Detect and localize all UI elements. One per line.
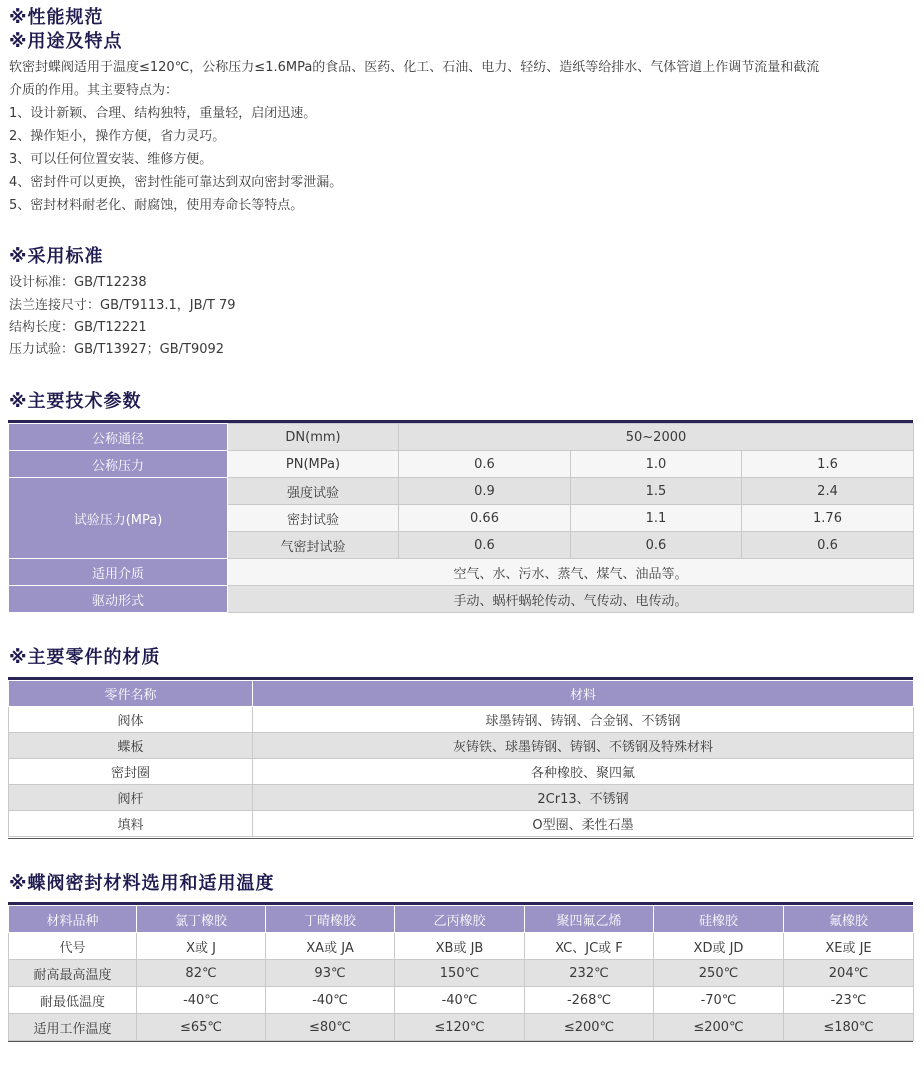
column-header: 氟橡胶 <box>784 906 914 933</box>
table-row <box>9 586 914 613</box>
row-label: 驱动形式 <box>9 586 228 613</box>
table-cell: ≤180℃ <box>784 1014 914 1041</box>
row-label: 适用介质 <box>9 559 228 586</box>
materials-table <box>8 680 914 837</box>
table-cell: 0.6 <box>742 532 914 559</box>
table-row <box>9 559 914 586</box>
column-header: 材料 <box>253 681 914 707</box>
usage-point: 3、可以任何位置安装、维修方便。 <box>9 152 213 167</box>
column-header: 乙丙橡胶 <box>395 906 525 933</box>
table-cell: -23℃ <box>784 987 914 1014</box>
table-cell: 1.0 <box>571 451 742 478</box>
table-cell: 2Cr13、不锈钢 <box>253 785 914 811</box>
table-cell: X或 J <box>137 933 266 960</box>
seal-materials-table <box>8 905 914 1041</box>
table-row <box>9 733 914 759</box>
table-bottom-rule <box>8 838 913 839</box>
table-cell: XC、JC或 F <box>525 933 654 960</box>
table-cell: 阀杆 <box>9 785 253 811</box>
table-cell: 阀体 <box>9 707 253 733</box>
column-header: 氯丁橡胶 <box>137 906 266 933</box>
table-cell: 250℃ <box>654 960 784 987</box>
table-cell: 耐高最高温度 <box>9 960 137 987</box>
table-cell: 93℃ <box>266 960 395 987</box>
column-header: 聚四氟乙烯 <box>525 906 654 933</box>
table-cell: -268℃ <box>525 987 654 1014</box>
table-cell: XA或 JA <box>266 933 395 960</box>
section-title-standards: ※采用标准 <box>9 246 104 267</box>
section-title-materials: ※主要零件的材质 <box>9 647 161 668</box>
table-header-row <box>9 906 914 933</box>
table-cell: ≤200℃ <box>654 1014 784 1041</box>
table-cell: 手动、蜗杆蜗轮传动、气传动、电传动。 <box>228 586 914 613</box>
column-header: 材料品种 <box>9 906 137 933</box>
table-cell: 气密封试验 <box>228 532 399 559</box>
table-cell: XB或 JB <box>395 933 525 960</box>
table-row <box>9 451 914 478</box>
table-cell: ≤200℃ <box>525 1014 654 1041</box>
table-row <box>9 933 914 960</box>
table-cell: 空气、水、污水、蒸气、煤气、油品等。 <box>228 559 914 586</box>
tech-params-table <box>8 423 914 613</box>
table-cell: 2.4 <box>742 478 914 505</box>
usage-paragraph-line1: 软密封蝶阀适用于温度≤120℃，公称压力≤1.6MPa的食品、医药、化工、石油、电力、轻纺、造纸等给排水、气体管道上作调节流量和截流 <box>9 60 820 75</box>
table-cell: 0.9 <box>399 478 571 505</box>
table-row <box>9 759 914 785</box>
table-cell: 204℃ <box>784 960 914 987</box>
column-header: 硅橡胶 <box>654 906 784 933</box>
table-row <box>9 707 914 733</box>
table-cell: 耐最低温度 <box>9 987 137 1014</box>
standard-item: 压力试验：GB/T13927；GB/T9092 <box>9 342 225 357</box>
table-cell: 1.6 <box>742 451 914 478</box>
table-cell: 蝶板 <box>9 733 253 759</box>
table-cell: DN(mm) <box>228 424 399 451</box>
row-label: 公称压力 <box>9 451 228 478</box>
table-cell: XE或 JE <box>784 933 914 960</box>
table-row <box>9 785 914 811</box>
column-header: 丁晴橡胶 <box>266 906 395 933</box>
section-title-seal-materials: ※蝶阀密封材料选用和适用温度 <box>9 873 275 894</box>
table-cell: 适用工作温度 <box>9 1014 137 1041</box>
table-cell: O型圈、柔性石墨 <box>253 811 914 837</box>
table-cell: PN(MPa) <box>228 451 399 478</box>
table-cell: 0.6 <box>399 532 571 559</box>
usage-point: 2、操作矩小，操作方便，省力灵巧。 <box>9 129 226 144</box>
table-header-row <box>9 681 914 707</box>
usage-paragraph-line2: 介质的作用。其主要特点为： <box>9 83 179 98</box>
column-header: 零件名称 <box>9 681 253 707</box>
table-cell: 1.5 <box>571 478 742 505</box>
table-row <box>9 478 914 505</box>
table-cell: ≤80℃ <box>266 1014 395 1041</box>
table-cell: 球墨铸钢、铸钢、合金钢、不锈钢 <box>253 707 914 733</box>
table-cell: -70℃ <box>654 987 784 1014</box>
table-cell: 50~2000 <box>399 424 914 451</box>
section-title-tech-params: ※主要技术参数 <box>9 391 142 412</box>
table-cell: 强度试验 <box>228 478 399 505</box>
table-cell: 1.76 <box>742 505 914 532</box>
table-cell: 各种橡胶、聚四氟 <box>253 759 914 785</box>
table-cell: -40℃ <box>266 987 395 1014</box>
table-cell: 代号 <box>9 933 137 960</box>
section-title-performance: ※性能规范 <box>9 7 104 28</box>
table-row <box>9 1014 914 1041</box>
table-row <box>9 987 914 1014</box>
table-cell: 150℃ <box>395 960 525 987</box>
table-cell: -40℃ <box>395 987 525 1014</box>
table-cell: 232℃ <box>525 960 654 987</box>
row-label: 试验压力(MPa) <box>9 478 228 559</box>
table-bottom-rule <box>8 1041 913 1042</box>
table-cell: 填料 <box>9 811 253 837</box>
table-row <box>9 811 914 837</box>
usage-point: 1、设计新颖、合理、结构独特，重量轻，启闭迅速。 <box>9 106 317 121</box>
section-title-usage: ※用途及特点 <box>9 31 123 52</box>
table-cell: 0.6 <box>399 451 571 478</box>
usage-point: 5、密封材料耐老化、耐腐蚀，使用寿命长等特点。 <box>9 198 304 213</box>
table-row <box>9 424 914 451</box>
table-cell: 1.1 <box>571 505 742 532</box>
table-cell: 0.6 <box>571 532 742 559</box>
table-cell: 密封试验 <box>228 505 399 532</box>
row-label: 公称通径 <box>9 424 228 451</box>
standard-item: 法兰连接尺寸：GB/T9113.1，JB/T 79 <box>9 298 236 313</box>
standard-item: 结构长度：GB/T12221 <box>9 320 147 335</box>
table-cell: ≤65℃ <box>137 1014 266 1041</box>
table-row <box>9 960 914 987</box>
table-cell: 密封圈 <box>9 759 253 785</box>
table-cell: XD或 JD <box>654 933 784 960</box>
table-cell: 灰铸铁、球墨铸钢、铸钢、不锈钢及特殊材料 <box>253 733 914 759</box>
table-cell: 0.66 <box>399 505 571 532</box>
usage-point: 4、密封件可以更换，密封性能可靠达到双向密封零泄漏。 <box>9 175 343 190</box>
standard-item: 设计标准：GB/T12238 <box>9 275 147 290</box>
table-cell: ≤120℃ <box>395 1014 525 1041</box>
table-cell: 82℃ <box>137 960 266 987</box>
table-cell: -40℃ <box>137 987 266 1014</box>
